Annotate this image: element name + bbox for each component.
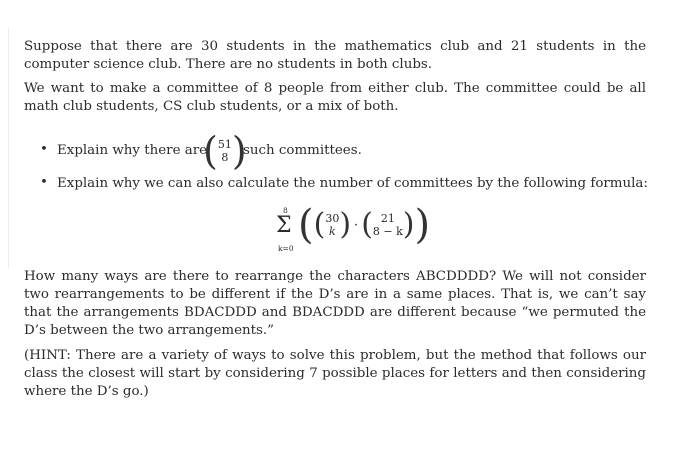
bullet1-text: Explain why there are <box>57 143 208 158</box>
right-paren: ) <box>339 207 352 242</box>
outer-left-paren: ( <box>298 202 314 248</box>
left-paren: ( <box>361 207 373 242</box>
binomial-30-k <box>325 212 339 238</box>
left-paren: ( <box>203 129 218 173</box>
problem1-committee: We want to make a committee of 8 people from either club. The committee could be all math club students, CS club students, or a mix of both. <box>24 81 646 114</box>
binomial-bottom: 8 − k <box>372 225 403 238</box>
binomial-top: 30 <box>325 212 340 225</box>
binomial-top: 51 <box>217 138 232 151</box>
summation-formula <box>270 203 440 253</box>
sum-lower-limit: k=0 <box>278 244 294 253</box>
problem1-intro: Suppose that there are 30 students in the mathematics club and 21 students in the computer science club. There are no students in both clubs. <box>24 39 646 72</box>
right-paren: ) <box>402 207 415 242</box>
left-paren: ( <box>313 207 326 242</box>
binomial-stack <box>218 138 232 164</box>
outer-right-paren: ) <box>414 202 431 248</box>
sum-upper-limit: 8 <box>283 206 288 215</box>
binomial-bottom: 8 <box>221 151 229 164</box>
binomial-top: 21 <box>380 212 395 225</box>
bullet1-text-after: such committees. <box>243 143 362 158</box>
right-paren: ) <box>231 129 247 173</box>
problem2-hint: (HINT: There are a variety of ways to solve this problem, but the method that follows our class the closest will start by considering 7 possible places for letters and then considering where the D’s go.) <box>24 348 646 399</box>
bullet-dot: • <box>40 142 48 157</box>
left-margin-rule <box>8 28 9 268</box>
problem2-question: How many ways are there to rearrange the characters ABCDDDD? We will not consider two rearrangements to be different if the D’s are in a same places. That is, we can’t say that the arrangements BDACDDD and BDACDDD are different because “we permuted the D’s between the two arrangements.” <box>24 269 646 338</box>
sigma-symbol: Σ <box>276 213 292 238</box>
binomial-bottom: k <box>328 225 336 238</box>
multiply-dot: · <box>354 217 359 233</box>
bullet-dot: • <box>40 175 48 190</box>
binomial-21-8-k <box>373 212 403 238</box>
formula-body <box>298 202 431 248</box>
binomial-51-8 <box>203 129 247 173</box>
bullet2-text: Explain why we can also calculate the number of committees by the following formula: <box>57 176 648 191</box>
